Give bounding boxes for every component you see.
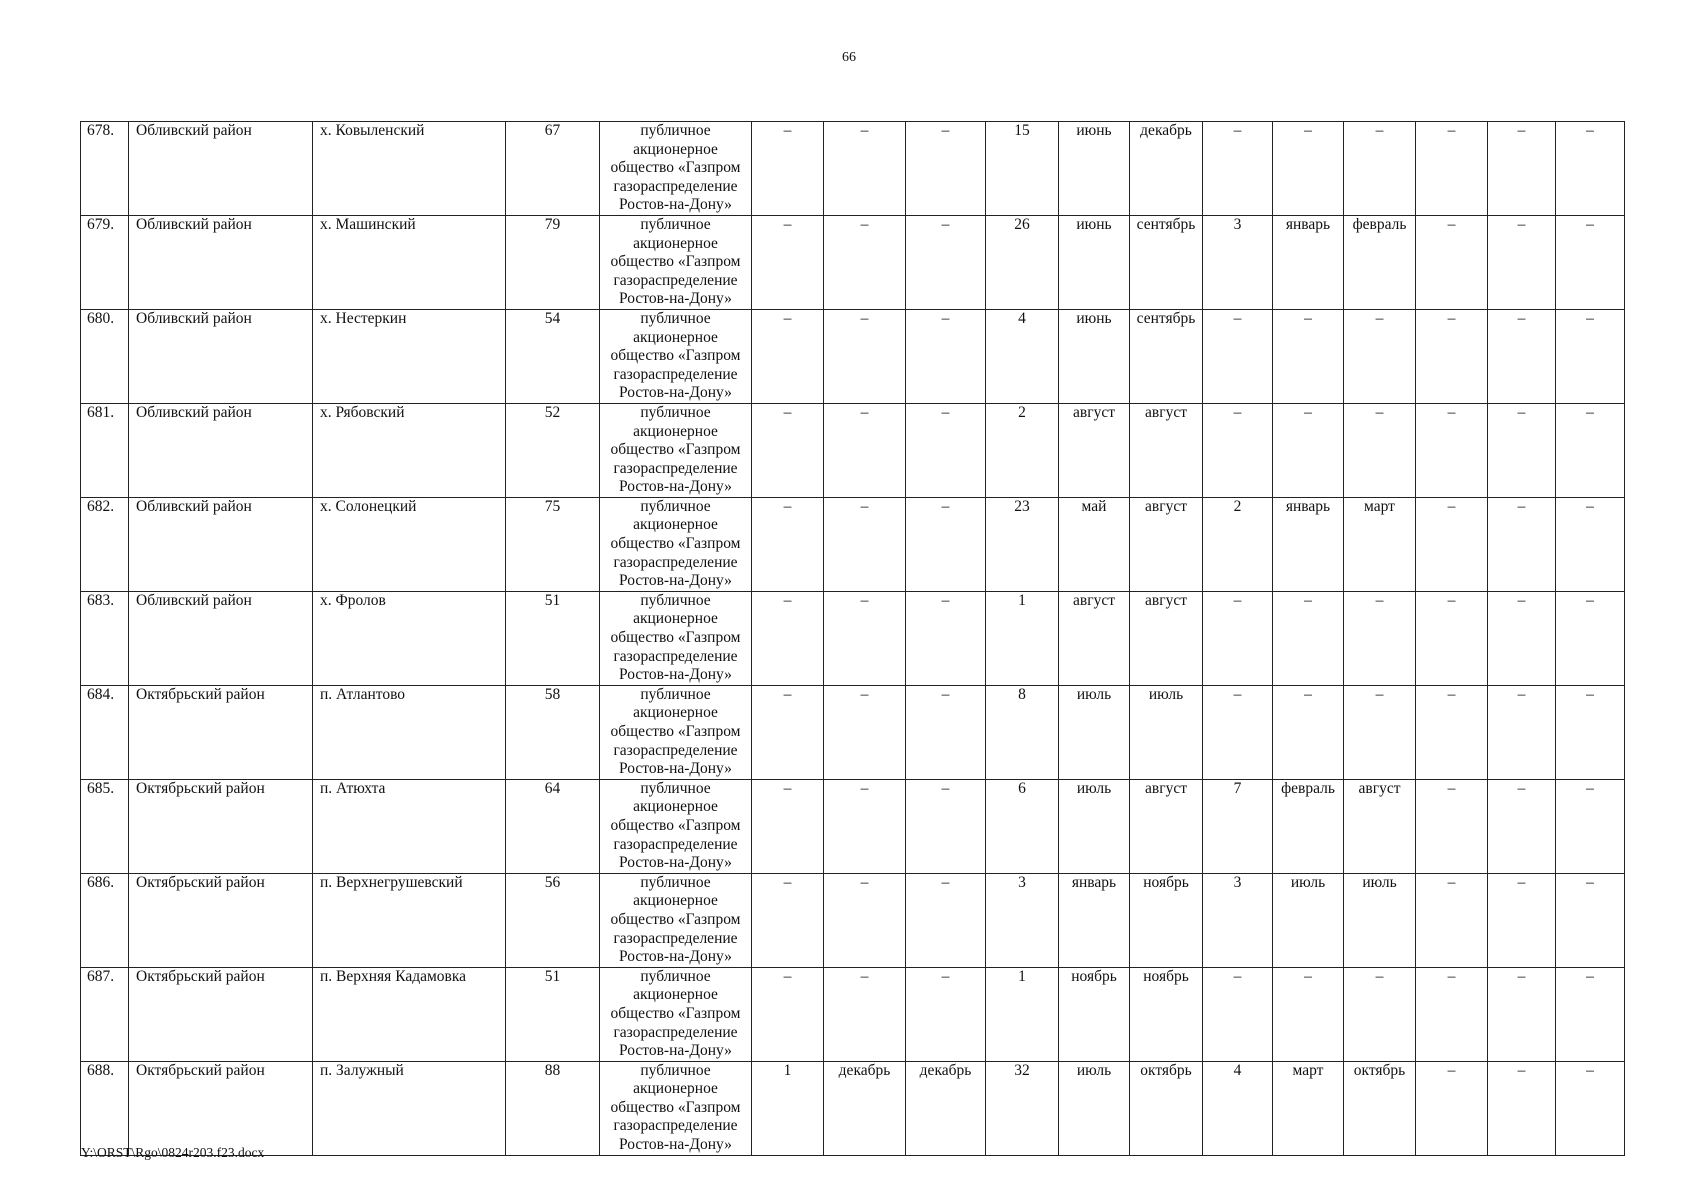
col3-cell: – bbox=[906, 685, 986, 779]
col11-cell: – bbox=[1488, 122, 1556, 216]
col6-cell: август bbox=[1130, 591, 1203, 685]
col7-cell: – bbox=[1203, 403, 1273, 497]
count-cell: 75 bbox=[506, 497, 600, 591]
col11-cell: – bbox=[1488, 215, 1556, 309]
col9-cell: – bbox=[1344, 403, 1416, 497]
count-cell: 64 bbox=[506, 779, 600, 873]
district-cell: Октябрьский район bbox=[129, 779, 313, 873]
col10-cell: – bbox=[1416, 685, 1488, 779]
col2-cell: декабрь bbox=[824, 1061, 906, 1155]
district-cell: Обливский район bbox=[129, 591, 313, 685]
col1-cell: – bbox=[752, 215, 824, 309]
col2-cell: – bbox=[824, 215, 906, 309]
col7-cell: – bbox=[1203, 685, 1273, 779]
col4-cell: 1 bbox=[986, 591, 1059, 685]
district-cell: Обливский район bbox=[129, 497, 313, 591]
organization-cell: публичное акционерное общество «Газпром газораспределение Ростов-на-Дону» bbox=[600, 497, 752, 591]
organization-cell: публичное акционерное общество «Газпром газораспределение Ростов-на-Дону» bbox=[600, 967, 752, 1061]
col12-cell: – bbox=[1556, 967, 1625, 1061]
col10-cell: – bbox=[1416, 873, 1488, 967]
settlement-cell: п. Атлантово bbox=[313, 685, 506, 779]
col11-cell: – bbox=[1488, 779, 1556, 873]
col10-cell: – bbox=[1416, 215, 1488, 309]
col2-cell: – bbox=[824, 779, 906, 873]
schedule-table bbox=[80, 121, 1625, 1156]
organization-cell: публичное акционерное общество «Газпром газораспределение Ростов-на-Дону» bbox=[600, 779, 752, 873]
col3-cell: – bbox=[906, 215, 986, 309]
count-cell: 58 bbox=[506, 685, 600, 779]
col5-cell: август bbox=[1059, 591, 1130, 685]
col6-cell: август bbox=[1130, 497, 1203, 591]
col12-cell: – bbox=[1556, 591, 1625, 685]
col1-cell: – bbox=[752, 779, 824, 873]
settlement-cell: п. Атюхта bbox=[313, 779, 506, 873]
col7-cell: – bbox=[1203, 591, 1273, 685]
table-row bbox=[81, 591, 1625, 685]
col1-cell: – bbox=[752, 497, 824, 591]
col7-cell: 3 bbox=[1203, 215, 1273, 309]
col11-cell: – bbox=[1488, 403, 1556, 497]
col12-cell: – bbox=[1556, 403, 1625, 497]
col5-cell: май bbox=[1059, 497, 1130, 591]
col8-cell: – bbox=[1273, 685, 1344, 779]
col11-cell: – bbox=[1488, 967, 1556, 1061]
col5-cell: июль bbox=[1059, 685, 1130, 779]
col4-cell: 3 bbox=[986, 873, 1059, 967]
col5-cell: июль bbox=[1059, 779, 1130, 873]
col10-cell: – bbox=[1416, 497, 1488, 591]
table-row bbox=[81, 967, 1625, 1061]
col1-cell: – bbox=[752, 685, 824, 779]
col12-cell: – bbox=[1556, 873, 1625, 967]
col6-cell: декабрь bbox=[1130, 122, 1203, 216]
count-cell: 54 bbox=[506, 309, 600, 403]
col9-cell: – bbox=[1344, 122, 1416, 216]
settlement-cell: х. Ковыленский bbox=[313, 122, 506, 216]
col8-cell: – bbox=[1273, 591, 1344, 685]
table-row bbox=[81, 497, 1625, 591]
table-row bbox=[81, 309, 1625, 403]
district-cell: Обливский район bbox=[129, 309, 313, 403]
file-path-footer: Y:\ORST\Rgo\0824r203.f23.docx bbox=[81, 1145, 265, 1160]
col11-cell: – bbox=[1488, 1061, 1556, 1155]
settlement-cell: п. Залужный bbox=[313, 1061, 506, 1155]
col1-cell: – bbox=[752, 309, 824, 403]
organization-cell: публичное акционерное общество «Газпром газораспределение Ростов-на-Дону» bbox=[600, 215, 752, 309]
col10-cell: – bbox=[1416, 967, 1488, 1061]
col9-cell: август bbox=[1344, 779, 1416, 873]
row-number: 682. bbox=[81, 497, 129, 591]
settlement-cell: х. Фролов bbox=[313, 591, 506, 685]
col5-cell: ноябрь bbox=[1059, 967, 1130, 1061]
col11-cell: – bbox=[1488, 497, 1556, 591]
col10-cell: – bbox=[1416, 122, 1488, 216]
col6-cell: ноябрь bbox=[1130, 873, 1203, 967]
count-cell: 79 bbox=[506, 215, 600, 309]
table-row bbox=[81, 1061, 1625, 1155]
col12-cell: – bbox=[1556, 685, 1625, 779]
col1-cell: – bbox=[752, 591, 824, 685]
col4-cell: 15 bbox=[986, 122, 1059, 216]
col10-cell: – bbox=[1416, 403, 1488, 497]
district-cell: Октябрьский район bbox=[129, 1061, 313, 1155]
col2-cell: – bbox=[824, 967, 906, 1061]
col8-cell: февраль bbox=[1273, 779, 1344, 873]
col8-cell: январь bbox=[1273, 497, 1344, 591]
col6-cell: октябрь bbox=[1130, 1061, 1203, 1155]
col7-cell: – bbox=[1203, 967, 1273, 1061]
settlement-cell: х. Рябовский bbox=[313, 403, 506, 497]
col9-cell: – bbox=[1344, 685, 1416, 779]
organization-cell: публичное акционерное общество «Газпром газораспределение Ростов-на-Дону» bbox=[600, 685, 752, 779]
table-row bbox=[81, 685, 1625, 779]
row-number: 688. bbox=[81, 1061, 129, 1155]
col12-cell: – bbox=[1556, 309, 1625, 403]
col12-cell: – bbox=[1556, 215, 1625, 309]
table-row bbox=[81, 215, 1625, 309]
col9-cell: март bbox=[1344, 497, 1416, 591]
col8-cell: – bbox=[1273, 309, 1344, 403]
col1-cell: – bbox=[752, 873, 824, 967]
settlement-cell: х. Нестеркин bbox=[313, 309, 506, 403]
organization-cell: публичное акционерное общество «Газпром газораспределение Ростов-на-Дону» bbox=[600, 591, 752, 685]
col9-cell: – bbox=[1344, 309, 1416, 403]
col12-cell: – bbox=[1556, 779, 1625, 873]
col4-cell: 6 bbox=[986, 779, 1059, 873]
col12-cell: – bbox=[1556, 497, 1625, 591]
row-number: 680. bbox=[81, 309, 129, 403]
col11-cell: – bbox=[1488, 685, 1556, 779]
col11-cell: – bbox=[1488, 591, 1556, 685]
col3-cell: – bbox=[906, 403, 986, 497]
col7-cell: 3 bbox=[1203, 873, 1273, 967]
col3-cell: – bbox=[906, 591, 986, 685]
col8-cell: – bbox=[1273, 967, 1344, 1061]
row-number: 678. bbox=[81, 122, 129, 216]
col5-cell: январь bbox=[1059, 873, 1130, 967]
col3-cell: – bbox=[906, 309, 986, 403]
col7-cell: 2 bbox=[1203, 497, 1273, 591]
col2-cell: – bbox=[824, 591, 906, 685]
col3-cell: – bbox=[906, 779, 986, 873]
col11-cell: – bbox=[1488, 873, 1556, 967]
col8-cell: март bbox=[1273, 1061, 1344, 1155]
count-cell: 51 bbox=[506, 591, 600, 685]
col2-cell: – bbox=[824, 122, 906, 216]
settlement-cell: х. Солонецкий bbox=[313, 497, 506, 591]
col7-cell: – bbox=[1203, 122, 1273, 216]
count-cell: 67 bbox=[506, 122, 600, 216]
col9-cell: июль bbox=[1344, 873, 1416, 967]
count-cell: 51 bbox=[506, 967, 600, 1061]
col1-cell: – bbox=[752, 403, 824, 497]
col5-cell: август bbox=[1059, 403, 1130, 497]
col4-cell: 23 bbox=[986, 497, 1059, 591]
col3-cell: – bbox=[906, 497, 986, 591]
table-row bbox=[81, 779, 1625, 873]
district-cell: Октябрьский район bbox=[129, 967, 313, 1061]
col9-cell: октябрь bbox=[1344, 1061, 1416, 1155]
settlement-cell: х. Машинский bbox=[313, 215, 506, 309]
settlement-cell: п. Верхнегрушевский bbox=[313, 873, 506, 967]
table-row bbox=[81, 873, 1625, 967]
col11-cell: – bbox=[1488, 309, 1556, 403]
col7-cell: 7 bbox=[1203, 779, 1273, 873]
col2-cell: – bbox=[824, 497, 906, 591]
col9-cell: – bbox=[1344, 591, 1416, 685]
col5-cell: июнь bbox=[1059, 122, 1130, 216]
col6-cell: сентябрь bbox=[1130, 215, 1203, 309]
col3-cell: – bbox=[906, 122, 986, 216]
row-number: 685. bbox=[81, 779, 129, 873]
col2-cell: – bbox=[824, 309, 906, 403]
row-number: 684. bbox=[81, 685, 129, 779]
col1-cell: – bbox=[752, 122, 824, 216]
col9-cell: – bbox=[1344, 967, 1416, 1061]
col4-cell: 26 bbox=[986, 215, 1059, 309]
district-cell: Октябрьский район bbox=[129, 685, 313, 779]
row-number: 686. bbox=[81, 873, 129, 967]
col2-cell: – bbox=[824, 685, 906, 779]
organization-cell: публичное акционерное общество «Газпром газораспределение Ростов-на-Дону» bbox=[600, 403, 752, 497]
count-cell: 52 bbox=[506, 403, 600, 497]
col10-cell: – bbox=[1416, 779, 1488, 873]
organization-cell: публичное акционерное общество «Газпром газораспределение Ростов-на-Дону» bbox=[600, 873, 752, 967]
col5-cell: июль bbox=[1059, 1061, 1130, 1155]
col3-cell: декабрь bbox=[906, 1061, 986, 1155]
col6-cell: ноябрь bbox=[1130, 967, 1203, 1061]
row-number: 679. bbox=[81, 215, 129, 309]
district-cell: Обливский район bbox=[129, 215, 313, 309]
organization-cell: публичное акционерное общество «Газпром газораспределение Ростов-на-Дону» bbox=[600, 1061, 752, 1155]
col8-cell: январь bbox=[1273, 215, 1344, 309]
col10-cell: – bbox=[1416, 309, 1488, 403]
col3-cell: – bbox=[906, 873, 986, 967]
col5-cell: июнь bbox=[1059, 215, 1130, 309]
col4-cell: 4 bbox=[986, 309, 1059, 403]
col8-cell: – bbox=[1273, 403, 1344, 497]
col1-cell: 1 bbox=[752, 1061, 824, 1155]
col6-cell: июль bbox=[1130, 685, 1203, 779]
col3-cell: – bbox=[906, 967, 986, 1061]
col1-cell: – bbox=[752, 967, 824, 1061]
district-cell: Октябрьский район bbox=[129, 873, 313, 967]
col9-cell: февраль bbox=[1344, 215, 1416, 309]
col5-cell: июнь bbox=[1059, 309, 1130, 403]
table-row bbox=[81, 122, 1625, 216]
row-number: 681. bbox=[81, 403, 129, 497]
row-number: 683. bbox=[81, 591, 129, 685]
organization-cell: публичное акционерное общество «Газпром газораспределение Ростов-на-Дону» bbox=[600, 309, 752, 403]
settlement-cell: п. Верхняя Кадамовка bbox=[313, 967, 506, 1061]
col4-cell: 32 bbox=[986, 1061, 1059, 1155]
count-cell: 56 bbox=[506, 873, 600, 967]
col2-cell: – bbox=[824, 403, 906, 497]
col6-cell: сентябрь bbox=[1130, 309, 1203, 403]
col12-cell: – bbox=[1556, 1061, 1625, 1155]
col7-cell: – bbox=[1203, 309, 1273, 403]
col8-cell: июль bbox=[1273, 873, 1344, 967]
col7-cell: 4 bbox=[1203, 1061, 1273, 1155]
col6-cell: август bbox=[1130, 403, 1203, 497]
district-cell: Обливский район bbox=[129, 403, 313, 497]
col4-cell: 2 bbox=[986, 403, 1059, 497]
page-number: 66 bbox=[842, 50, 856, 65]
col10-cell: – bbox=[1416, 591, 1488, 685]
col12-cell: – bbox=[1556, 122, 1625, 216]
col4-cell: 1 bbox=[986, 967, 1059, 1061]
organization-cell: публичное акционерное общество «Газпром газораспределение Ростов-на-Дону» bbox=[600, 122, 752, 216]
count-cell: 88 bbox=[506, 1061, 600, 1155]
col6-cell: август bbox=[1130, 779, 1203, 873]
col8-cell: – bbox=[1273, 122, 1344, 216]
col10-cell: – bbox=[1416, 1061, 1488, 1155]
district-cell: Обливский район bbox=[129, 122, 313, 216]
col2-cell: – bbox=[824, 873, 906, 967]
col4-cell: 8 bbox=[986, 685, 1059, 779]
row-number: 687. bbox=[81, 967, 129, 1061]
table-row bbox=[81, 403, 1625, 497]
